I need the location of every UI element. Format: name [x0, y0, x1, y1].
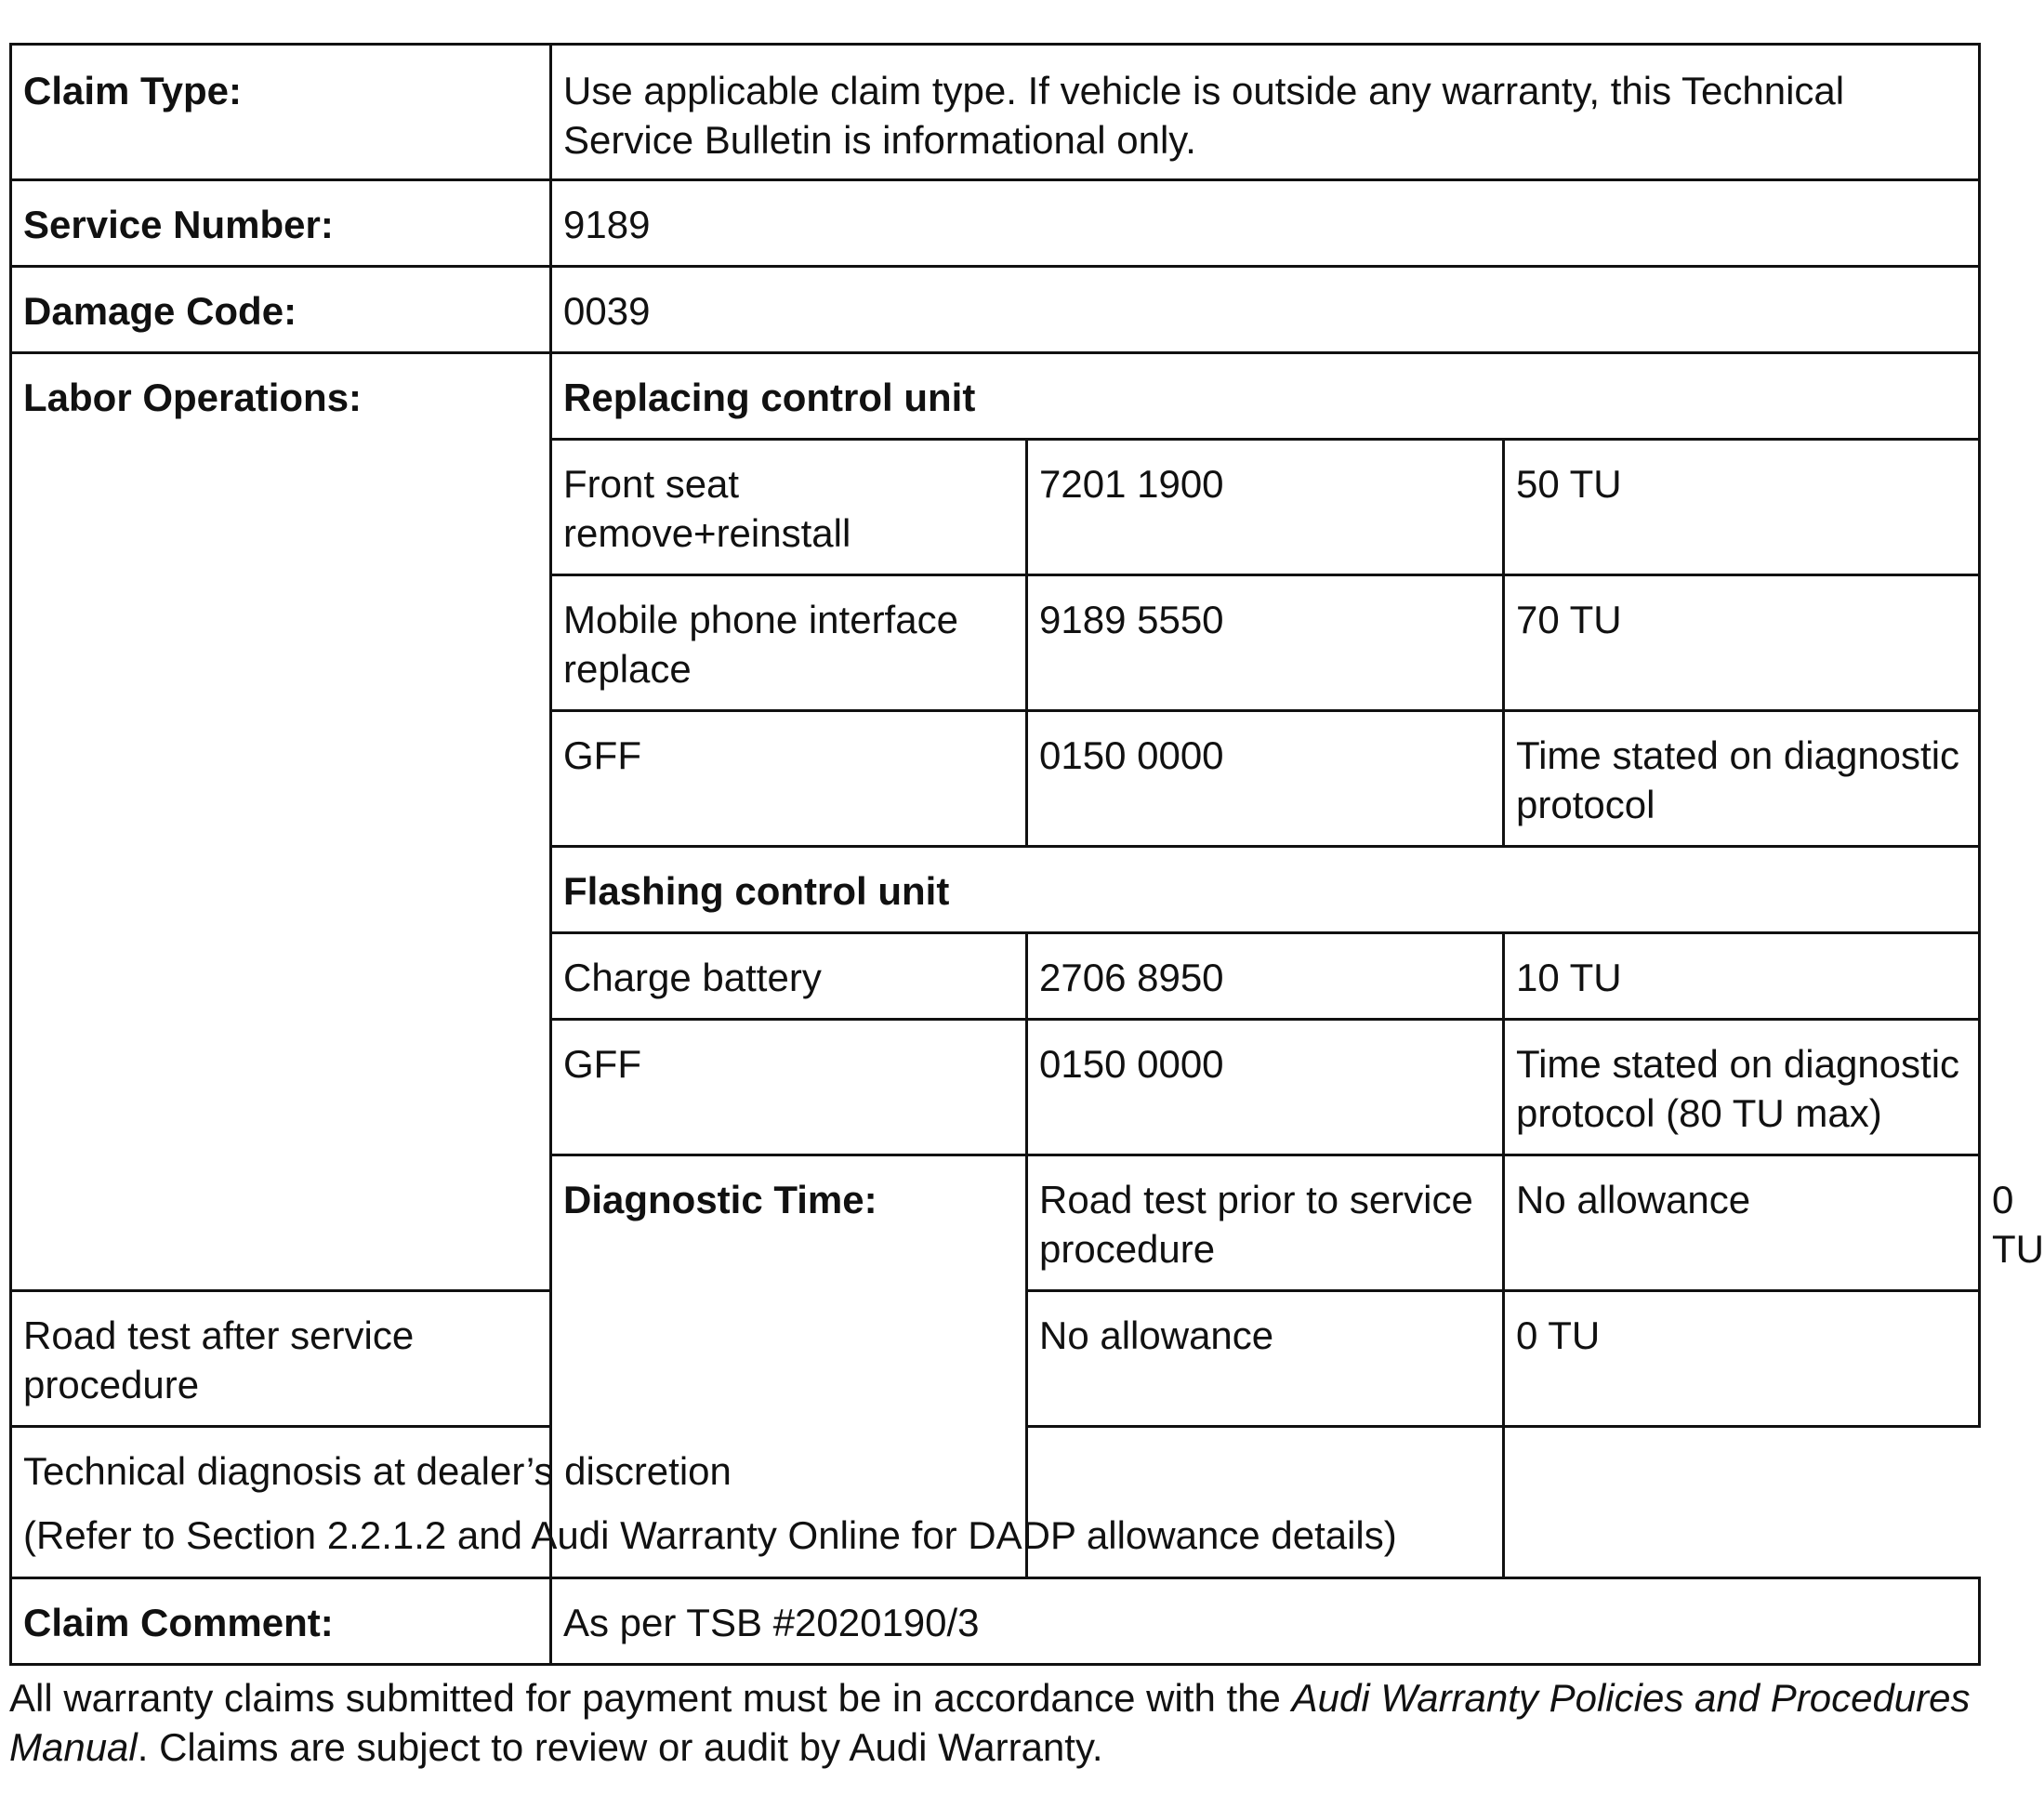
- damage-code-row: [11, 267, 1980, 353]
- diagnostic-time-value: 0 TU: [1504, 1291, 1980, 1427]
- labor-operations-heading-row: [11, 353, 1980, 440]
- footer-text-after: . Claims are subject to review or audit by Audi Warranty.: [137, 1725, 1103, 1769]
- labor-time: 10 TU: [1504, 933, 1980, 1020]
- claim-type-label: Claim Type:: [11, 45, 551, 180]
- diagnostic-allowance: No allowance: [1504, 1155, 1980, 1291]
- claim-comment-row: [11, 1578, 1980, 1665]
- claim-comment-value: As per TSB #2020190/3: [551, 1578, 1980, 1665]
- damage-code-label: Damage Code:: [11, 267, 551, 353]
- labor-code: 9189 5550: [1027, 575, 1504, 711]
- labor-time: 70 TU: [1504, 575, 1980, 711]
- flashing-control-unit-heading: Flashing control unit: [551, 847, 1980, 933]
- claim-type-value: Use applicable claim type. If vehicle is outside any warranty, this Technical Service Bulletin is informational only.: [551, 45, 1980, 180]
- labor-description: GFF: [551, 711, 1027, 847]
- diagnostic-allowance: No allowance: [1027, 1291, 1504, 1427]
- replacing-control-unit-heading: Replacing control unit: [551, 353, 1980, 440]
- labor-operations-label: Labor Operations:: [11, 353, 551, 1291]
- footer-text-before: All warranty claims submitted for payment must be in accordance with the: [9, 1676, 1292, 1720]
- labor-description: Front seat remove+reinstall: [551, 440, 1027, 575]
- labor-description: Mobile phone interface replace: [551, 575, 1027, 711]
- service-number-label: Service Number:: [11, 180, 551, 267]
- warranty-claim-table: [9, 43, 2044, 1666]
- diagnostic-note-line2: (Refer to Section 2.2.1.2 and Audi Warranty Online for DADP allowance details): [23, 1513, 1397, 1557]
- service-number-value: 9189: [551, 180, 1980, 267]
- table-row: Diagnostic Time: Road test prior to service procedure No allowance 0 TU: [11, 1155, 1980, 1291]
- damage-code-value: 0039: [551, 267, 1980, 353]
- labor-time: Time stated on diagnostic protocol (80 TU max): [1504, 1020, 1980, 1155]
- claim-type-row: [11, 45, 1980, 180]
- diagnostic-note: [11, 1427, 1504, 1578]
- footer-manual-title: Audi Warranty Policies and Procedures Manual: [9, 1676, 1971, 1769]
- claim-comment-label: Claim Comment:: [11, 1578, 551, 1665]
- labor-code: 0150 0000: [1027, 1020, 1504, 1155]
- labor-code: 2706 8950: [1027, 933, 1504, 1020]
- labor-description: GFF: [551, 1020, 1027, 1155]
- labor-code: 0150 0000: [1027, 711, 1504, 847]
- diagnostic-note-line1: Technical diagnosis at dealer’s discretion: [23, 1449, 732, 1493]
- labor-code: 7201 1900: [1027, 440, 1504, 575]
- diagnostic-description: Road test after service procedure: [11, 1291, 551, 1427]
- diagnostic-note-row: [11, 1427, 1980, 1578]
- service-number-row: [11, 180, 1980, 267]
- labor-time: Time stated on diagnostic protocol: [1504, 711, 1980, 847]
- diagnostic-time-label: Diagnostic Time:: [551, 1155, 1027, 1578]
- diagnostic-description: Road test prior to service procedure: [1027, 1155, 1504, 1291]
- labor-time: 50 TU: [1504, 440, 1980, 575]
- warranty-footer-note: [9, 1673, 1985, 1772]
- labor-description: Charge battery: [551, 933, 1027, 1020]
